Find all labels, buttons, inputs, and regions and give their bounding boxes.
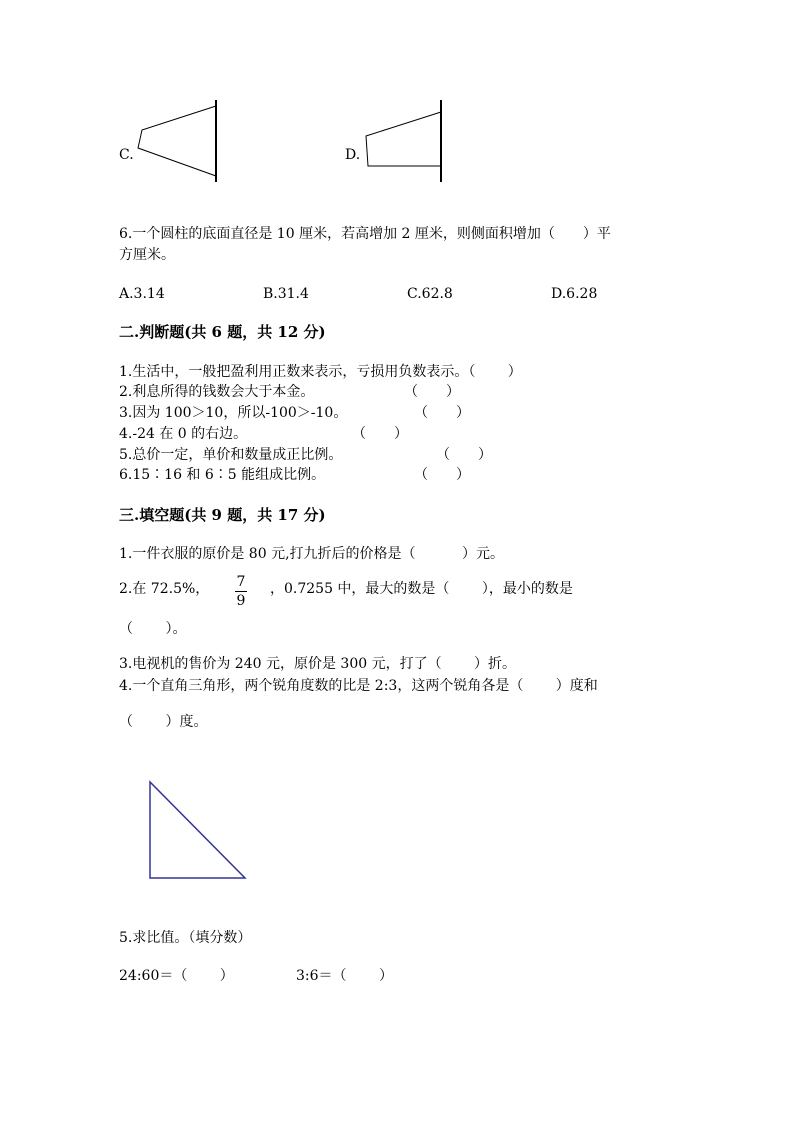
judge-item-2-blank: （ ） bbox=[404, 384, 460, 400]
fraction-bar bbox=[235, 591, 247, 592]
option-d-label: D. bbox=[345, 147, 361, 163]
fill-question-2-part-b: ，0.7255 中，最大的数是（ ），最小的数是 bbox=[270, 581, 573, 597]
judge-item-4-blank: （ ） bbox=[352, 426, 408, 442]
question-6-option-d: D.6.28 bbox=[551, 286, 598, 302]
ratio-3-6: 3:6＝（ ） bbox=[296, 968, 393, 984]
question-6-option-c: C.62.8 bbox=[407, 286, 453, 302]
judge-item-1: 1.生活中，一般把盈利用正数来表示，亏损用负数表示。（ ） bbox=[119, 364, 522, 380]
judge-item-5: 5.总价一定，单价和数量成正比例。 bbox=[119, 447, 343, 463]
judge-item-5-blank: （ ） bbox=[436, 447, 492, 463]
fraction-numerator: 7 bbox=[236, 574, 246, 590]
fill-question-2-part-a: 2.在 72.5%， bbox=[119, 581, 210, 597]
judge-item-6: 6.15∶16 和 6∶5 能组成比例。 bbox=[119, 467, 326, 483]
fill-question-4-line1: 4.一个直角三角形，两个锐角度数的比是 2:3，这两个锐角各是（ ）度和 bbox=[119, 678, 598, 694]
section-2-heading: 二.判断题(共 6 题，共 12 分) bbox=[119, 323, 326, 341]
question-6-line2: 方厘米。 bbox=[119, 247, 175, 263]
question-6-line1: 6.一个圆柱的底面直径是 10 厘米，若高增加 2 厘米，则侧面积增加（ ）平 bbox=[119, 226, 611, 242]
judge-item-4: 4.-24 在 0 的右边。 bbox=[119, 426, 248, 442]
section-3-heading: 三.填空题(共 9 题，共 17 分) bbox=[119, 506, 326, 524]
judge-item-6-blank: （ ） bbox=[414, 467, 470, 483]
fill-question-1: 1.一件衣服的原价是 80 元,打九折后的价格是（ ）元。 bbox=[119, 546, 504, 562]
fill-question-5: 5.求比值。（填分数） bbox=[119, 930, 252, 946]
option-c-label: C. bbox=[119, 147, 134, 163]
question-6-option-a: A.3.14 bbox=[119, 286, 165, 302]
fill-question-4-line2: （ ）度。 bbox=[119, 714, 208, 730]
fraction-denominator: 9 bbox=[236, 593, 246, 609]
trapezoid-figure-c bbox=[138, 98, 238, 188]
fill-question-3: 3.电视机的售价为 240 元，原价是 300 元，打了（ ）折。 bbox=[119, 656, 517, 672]
trapezoid-figure-d bbox=[366, 98, 456, 188]
ratio-24-60: 24:60＝（ ） bbox=[119, 968, 234, 984]
fill-question-2-part-c: （ ）。 bbox=[119, 621, 187, 637]
judge-item-2: 2.利息所得的钱数会大于本金。 bbox=[119, 384, 315, 400]
right-triangle-figure bbox=[149, 781, 249, 881]
judge-item-3-blank: （ ） bbox=[414, 405, 470, 421]
question-6-option-b: B.31.4 bbox=[263, 286, 309, 302]
fraction-seven-ninths bbox=[233, 574, 249, 609]
judge-item-3: 3.因为 100＞10，所以-100＞-10。 bbox=[119, 405, 348, 421]
